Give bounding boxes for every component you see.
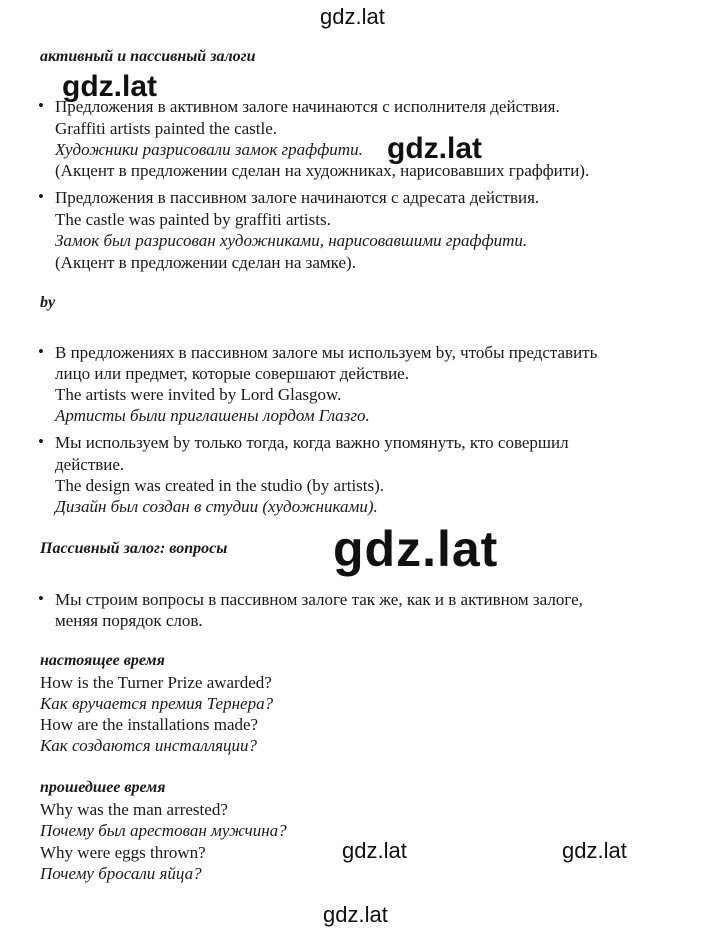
present-question-2: How are the installations made?: [40, 715, 259, 734]
section-heading-voices: активный и пассивный залоги: [40, 48, 256, 65]
present-tense-heading: настоящее время: [40, 652, 165, 669]
past-translation-2: Почему бросали яйца?: [40, 864, 202, 883]
by-translation: Артисты были приглашены лордом Глазго.: [55, 406, 370, 425]
past-translation-1: Почему был арестован мужчина?: [40, 821, 287, 840]
bullet-marker: •: [38, 589, 44, 608]
bullet-marker: •: [38, 187, 44, 206]
watermark-top: gdz.lat: [320, 4, 385, 29]
passive-voice-example: The castle was painted by graffiti artists.: [55, 210, 331, 229]
questions-rule-line1: Мы строим вопросы в пассивном залоге так же, как и в активном залоге,: [55, 590, 583, 609]
section-heading-questions: Пассивный залог: вопросы: [40, 540, 228, 557]
section-heading-by: by: [40, 294, 56, 311]
bullet-marker: •: [38, 432, 44, 451]
by-usage-example: The design was created in the studio (by artists).: [55, 476, 385, 495]
watermark-footer: gdz.lat: [323, 902, 388, 927]
watermark-bottom-mid: gdz.lat: [342, 838, 407, 863]
active-voice-translation: Художники разрисовали замок граффити.: [55, 140, 363, 159]
past-question-2: Why were eggs thrown?: [40, 843, 206, 862]
active-voice-example: Graffiti artists painted the castle.: [55, 119, 278, 138]
by-example: The artists were invited by Lord Glasgow.: [55, 385, 342, 404]
active-voice-rule: Предложения в активном залоге начинаются с исполнителя действия.: [55, 97, 560, 116]
by-usage-translation: Дизайн был создан в студии (художниками).: [55, 497, 378, 516]
passive-voice-translation: Замок был разрисован художниками, нарисовавшими граффити.: [55, 231, 528, 250]
watermark-upper-right: gdz.lat: [387, 132, 482, 165]
by-usage-line2: действие.: [55, 455, 125, 474]
present-translation-1: Как вручается премия Тернера?: [40, 694, 274, 713]
active-voice-note: (Акцент в предложении сделан на художниках, нарисовавших граффити).: [55, 161, 590, 180]
present-translation-2: Как создаются инсталляции?: [40, 736, 258, 755]
past-question-1: Why was the man arrested?: [40, 800, 228, 819]
bullet-marker: •: [38, 96, 44, 115]
watermark-upper-left: gdz.lat: [62, 70, 157, 103]
by-rule-line2: лицо или предмет, которые совершают действие.: [55, 364, 409, 383]
bullet-marker: •: [38, 342, 44, 361]
present-question-1: How is the Turner Prize awarded?: [40, 673, 272, 692]
passive-voice-note: (Акцент в предложении сделан на замке).: [55, 253, 356, 272]
by-rule-line1: В предложениях в пассивном залоге мы используем by, чтобы представить: [55, 343, 598, 362]
by-usage-line1: Мы используем by только тогда, когда важно упомянуть, кто совершил: [55, 433, 569, 452]
past-tense-heading: прошедшее время: [40, 779, 166, 796]
passive-voice-rule: Предложения в пассивном залоге начинаются с адресата действия.: [55, 188, 540, 207]
watermark-bottom-right: gdz.lat: [562, 838, 627, 863]
watermark-center: gdz.lat: [333, 521, 499, 577]
questions-rule-line2: меняя порядок слов.: [55, 611, 203, 630]
